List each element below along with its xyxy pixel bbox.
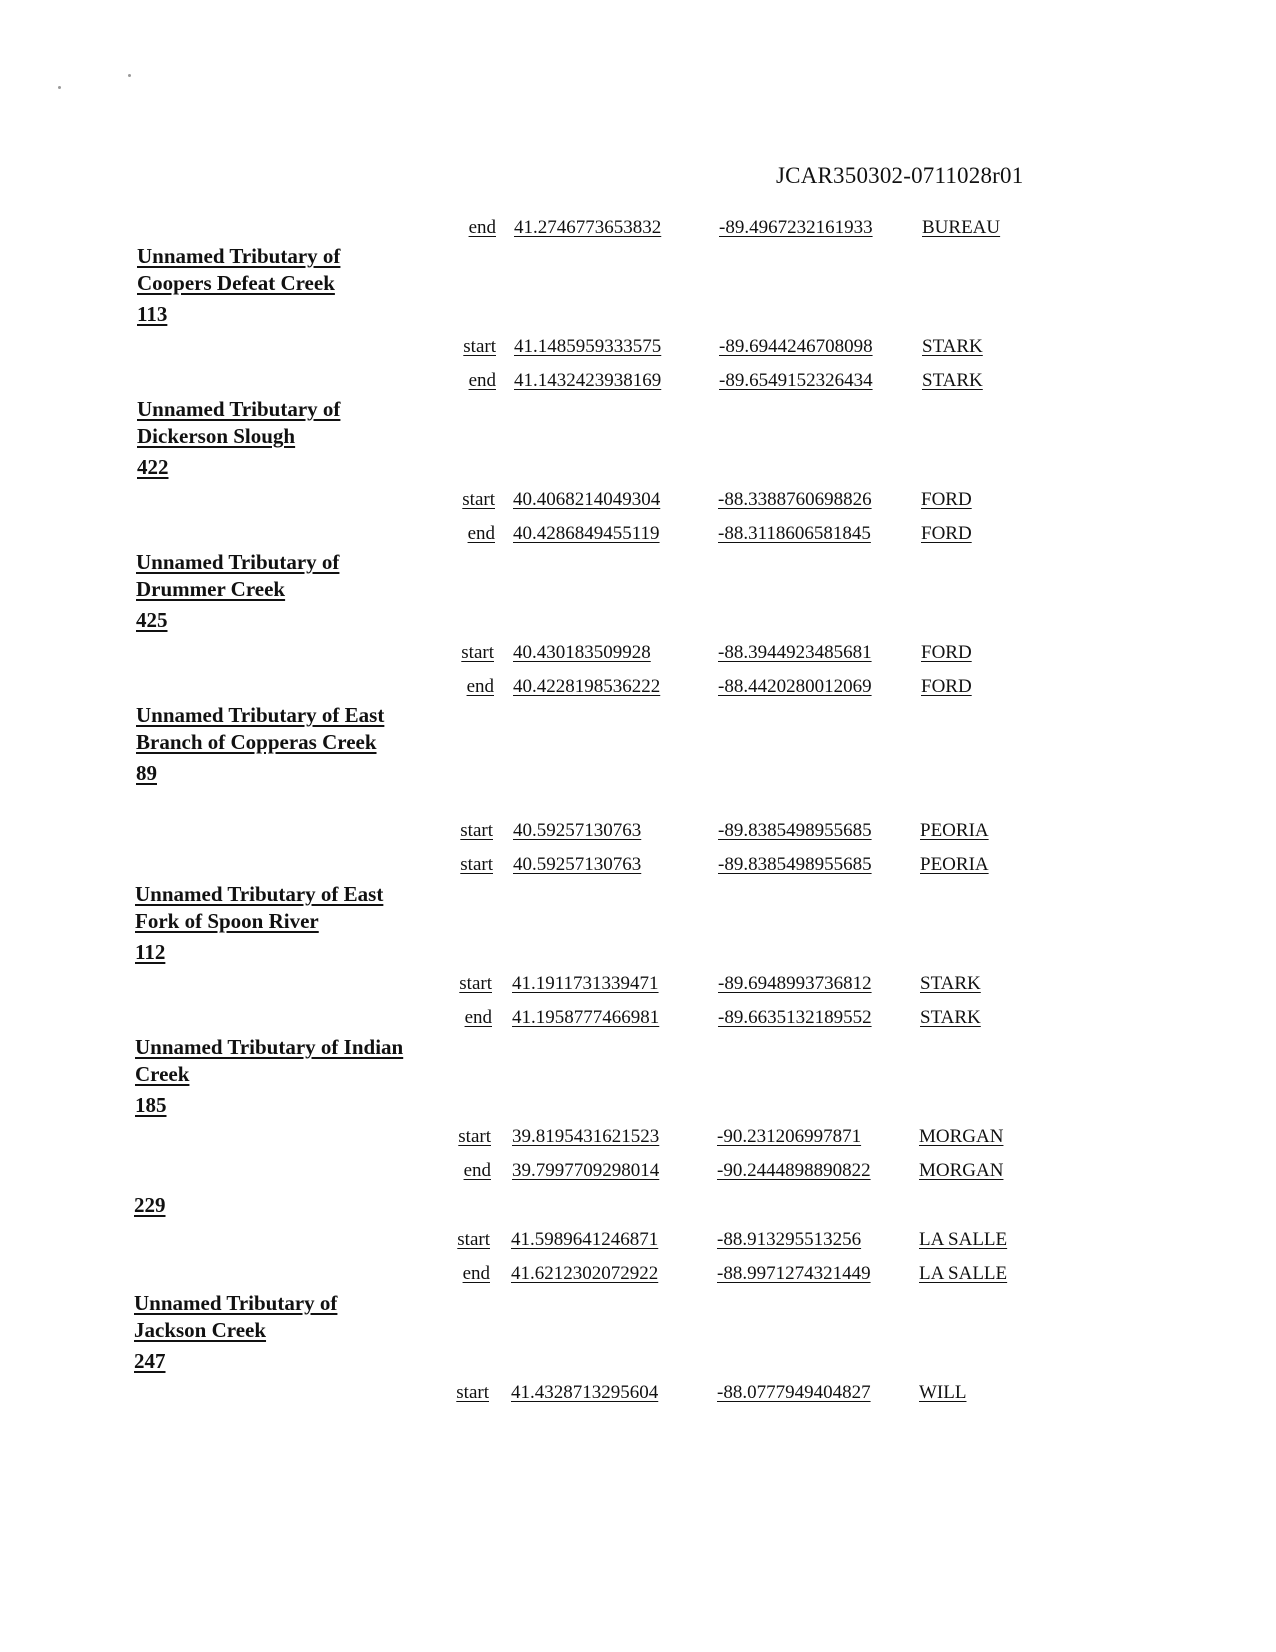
county-value: PEORIA bbox=[920, 854, 989, 875]
county-value: MORGAN bbox=[919, 1160, 1004, 1181]
stream-id: 422 bbox=[137, 455, 169, 479]
stream-id: 185 bbox=[135, 1093, 167, 1117]
segment-type: start bbox=[462, 489, 495, 510]
latitude-value: 41.1485959333575 bbox=[514, 336, 662, 357]
segment-type: start bbox=[460, 854, 493, 875]
county-value: WILL bbox=[919, 1382, 967, 1403]
longitude-value: -88.9971274321449 bbox=[717, 1263, 871, 1284]
latitude-value: 40.4228198536222 bbox=[513, 676, 661, 697]
segment-type: end bbox=[468, 370, 496, 391]
county-value: FORD bbox=[921, 642, 972, 663]
latitude-value: 41.2746773653832 bbox=[514, 217, 662, 238]
longitude-value: -88.4420280012069 bbox=[718, 676, 872, 697]
county-value: MORGAN bbox=[919, 1126, 1004, 1147]
segment-row bbox=[0, 370, 1276, 396]
stream-heading bbox=[134, 1290, 404, 1375]
longitude-value: -88.3944923485681 bbox=[718, 642, 872, 663]
segment-type: end bbox=[462, 1263, 490, 1284]
latitude-value: 40.430183509928 bbox=[513, 642, 651, 663]
stream-heading bbox=[135, 1034, 405, 1119]
stream-name: Unnamed Tributary of East Branch of Copperas Creek bbox=[136, 703, 385, 754]
longitude-value: -89.4967232161933 bbox=[719, 217, 873, 238]
stream-name: Unnamed Tributary of East Fork of Spoon River bbox=[135, 882, 384, 933]
latitude-value: 40.4068214049304 bbox=[513, 489, 661, 510]
longitude-value: -88.3118606581845 bbox=[718, 523, 871, 544]
longitude-value: -88.0777949404827 bbox=[717, 1382, 871, 1403]
segment-row bbox=[0, 336, 1276, 362]
latitude-value: 40.59257130763 bbox=[513, 820, 642, 841]
stream-id: 425 bbox=[136, 608, 168, 632]
segment-type: end bbox=[468, 217, 496, 238]
longitude-value: -89.8385498955685 bbox=[718, 854, 872, 875]
stream-id: 113 bbox=[137, 302, 168, 326]
latitude-value: 41.1432423938169 bbox=[514, 370, 662, 391]
segment-row bbox=[0, 642, 1276, 668]
segment-row bbox=[0, 1160, 1276, 1186]
county-value: STARK bbox=[920, 1007, 981, 1028]
stream-name: Unnamed Tributary of Jackson Creek bbox=[134, 1291, 338, 1342]
segment-type: end bbox=[467, 523, 495, 544]
longitude-value: -88.913295513256 bbox=[717, 1229, 862, 1250]
county-value: LA SALLE bbox=[919, 1229, 1008, 1250]
segment-row bbox=[0, 1007, 1276, 1033]
latitude-value: 39.8195431621523 bbox=[512, 1126, 660, 1147]
stream-id: 112 bbox=[135, 940, 166, 964]
segment-type: end bbox=[464, 1007, 492, 1028]
segment-row bbox=[0, 1382, 1276, 1408]
county-value: PEORIA bbox=[920, 820, 989, 841]
longitude-value: -89.6948993736812 bbox=[718, 973, 872, 994]
segment-type: start bbox=[458, 1126, 491, 1147]
stream-name: Unnamed Tributary of Drummer Creek bbox=[136, 550, 340, 601]
scan-speck bbox=[58, 86, 61, 89]
segment-row bbox=[0, 217, 1276, 243]
segment-row bbox=[0, 676, 1276, 702]
latitude-value: 41.5989641246871 bbox=[511, 1229, 659, 1250]
segment-row bbox=[0, 973, 1276, 999]
county-value: FORD bbox=[921, 523, 972, 544]
stream-heading bbox=[136, 549, 406, 634]
latitude-value: 41.1911731339471 bbox=[512, 973, 659, 994]
county-value: STARK bbox=[922, 336, 983, 357]
stream-name: Unnamed Tributary of Coopers Defeat Creek bbox=[137, 244, 341, 295]
segment-type: start bbox=[456, 1382, 489, 1403]
county-value: BUREAU bbox=[922, 217, 1001, 238]
segment-type: start bbox=[463, 336, 496, 357]
segment-type: start bbox=[457, 1229, 490, 1250]
document-id: JCAR350302-0711028r01 bbox=[776, 163, 1024, 188]
segment-type: start bbox=[459, 973, 492, 994]
segment-row bbox=[0, 523, 1276, 549]
stream-heading bbox=[137, 243, 407, 328]
segment-row bbox=[0, 1263, 1276, 1289]
longitude-value: -90.231206997871 bbox=[717, 1126, 862, 1147]
county-value: STARK bbox=[920, 973, 981, 994]
longitude-value: -89.6944246708098 bbox=[719, 336, 873, 357]
longitude-value: -89.6549152326434 bbox=[719, 370, 873, 391]
stream-name: Unnamed Tributary of Indian Creek bbox=[135, 1035, 404, 1086]
stream-heading bbox=[134, 1192, 166, 1219]
segment-type: start bbox=[461, 642, 494, 663]
stream-id: 89 bbox=[136, 761, 157, 785]
latitude-value: 41.1958777466981 bbox=[512, 1007, 660, 1028]
latitude-value: 41.4328713295604 bbox=[511, 1382, 659, 1403]
latitude-value: 40.59257130763 bbox=[513, 854, 642, 875]
longitude-value: -89.8385498955685 bbox=[718, 820, 872, 841]
longitude-value: -89.6635132189552 bbox=[718, 1007, 872, 1028]
latitude-value: 41.6212302072922 bbox=[511, 1263, 659, 1284]
segment-row bbox=[0, 820, 1276, 846]
segment-row bbox=[0, 854, 1276, 880]
segment-row bbox=[0, 489, 1276, 515]
segment-row bbox=[0, 1126, 1276, 1152]
stream-id: 247 bbox=[134, 1349, 166, 1373]
stream-heading bbox=[135, 881, 385, 966]
longitude-value: -90.2444898890822 bbox=[717, 1160, 871, 1181]
segment-row bbox=[0, 1229, 1276, 1255]
stream-heading bbox=[137, 396, 407, 481]
county-value: LA SALLE bbox=[919, 1263, 1008, 1284]
county-value: STARK bbox=[922, 370, 983, 391]
stream-id: 229 bbox=[134, 1193, 166, 1217]
stream-name: Unnamed Tributary of Dickerson Slough bbox=[137, 397, 341, 448]
latitude-value: 40.4286849455119 bbox=[513, 523, 660, 544]
county-value: FORD bbox=[921, 676, 972, 697]
segment-type: end bbox=[463, 1160, 491, 1181]
county-value: FORD bbox=[921, 489, 972, 510]
segment-type: start bbox=[460, 820, 493, 841]
latitude-value: 39.7997709298014 bbox=[512, 1160, 660, 1181]
stream-heading bbox=[136, 702, 386, 787]
segment-type: end bbox=[466, 676, 494, 697]
longitude-value: -88.3388760698826 bbox=[718, 489, 872, 510]
scan-speck bbox=[128, 74, 131, 77]
